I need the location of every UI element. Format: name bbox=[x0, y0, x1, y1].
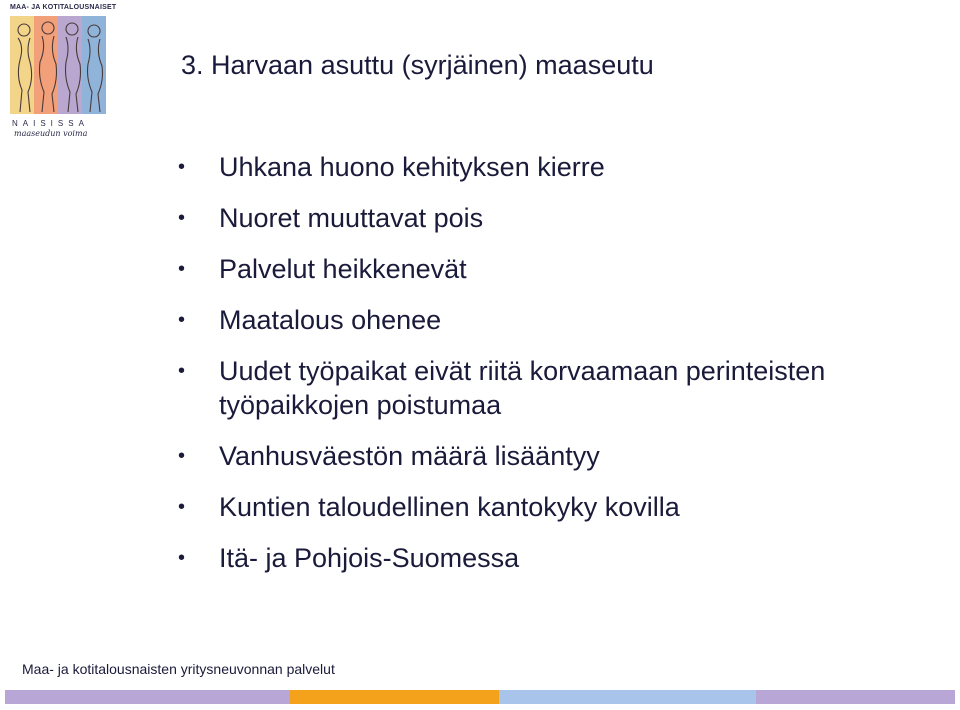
list-item bbox=[178, 490, 938, 524]
logo-brand-name: NAISISSA bbox=[12, 119, 89, 128]
women-figures-icon bbox=[10, 16, 106, 114]
bullet-dot: • bbox=[178, 258, 186, 280]
bullet-dot: • bbox=[178, 156, 186, 178]
bullet-dot: • bbox=[178, 309, 186, 331]
footer-text: Maa- ja kotitalousnaisten yritysneuvonnan palvelut bbox=[22, 661, 335, 677]
slide-title: 3. Harvaan asuttu (syrjäinen) maaseutu bbox=[181, 50, 654, 80]
list-item bbox=[178, 201, 938, 235]
list-item bbox=[178, 354, 938, 422]
bullet-dot: • bbox=[178, 445, 186, 467]
organization-logo bbox=[10, 4, 117, 138]
list-item-text: Uudet työpaikat eivät riitä korvaamaan perinteisten työpaikkojen poistumaa bbox=[219, 356, 826, 420]
list-item bbox=[178, 303, 938, 337]
list-item-text: Uhkana huono kehityksen kierre bbox=[219, 152, 605, 182]
bullet-dot: • bbox=[178, 496, 186, 518]
list-item bbox=[178, 541, 938, 575]
list-item-text: Itä- ja Pohjois-Suomessa bbox=[219, 543, 520, 573]
bullet-dot: • bbox=[178, 207, 186, 229]
list-item bbox=[178, 252, 938, 286]
list-item-text: Nuoret muuttavat pois bbox=[219, 203, 484, 233]
list-item-text: Kuntien taloudellinen kantokyky kovilla bbox=[219, 492, 680, 522]
footer-color-bar bbox=[5, 690, 955, 704]
footer-bar-segment bbox=[5, 690, 290, 704]
list-item-text: Vanhusväestön määrä lisääntyy bbox=[219, 441, 600, 471]
footer-bar-segment bbox=[499, 690, 756, 704]
list-item-text: Palvelut heikkenevät bbox=[219, 254, 467, 284]
list-item bbox=[178, 150, 938, 184]
bullet-dot: • bbox=[178, 547, 186, 569]
logo-org-name: MAA- JA KOTITALOUSNAISET bbox=[10, 4, 117, 11]
logo-tagline: maaseudun voima bbox=[14, 129, 88, 138]
bullet-dot: • bbox=[178, 360, 186, 382]
bullet-list bbox=[178, 150, 938, 592]
list-item-text: Maatalous ohenee bbox=[219, 305, 442, 335]
footer-bar-segment bbox=[756, 690, 956, 704]
list-item bbox=[178, 439, 938, 473]
footer-bar-segment bbox=[290, 690, 499, 704]
